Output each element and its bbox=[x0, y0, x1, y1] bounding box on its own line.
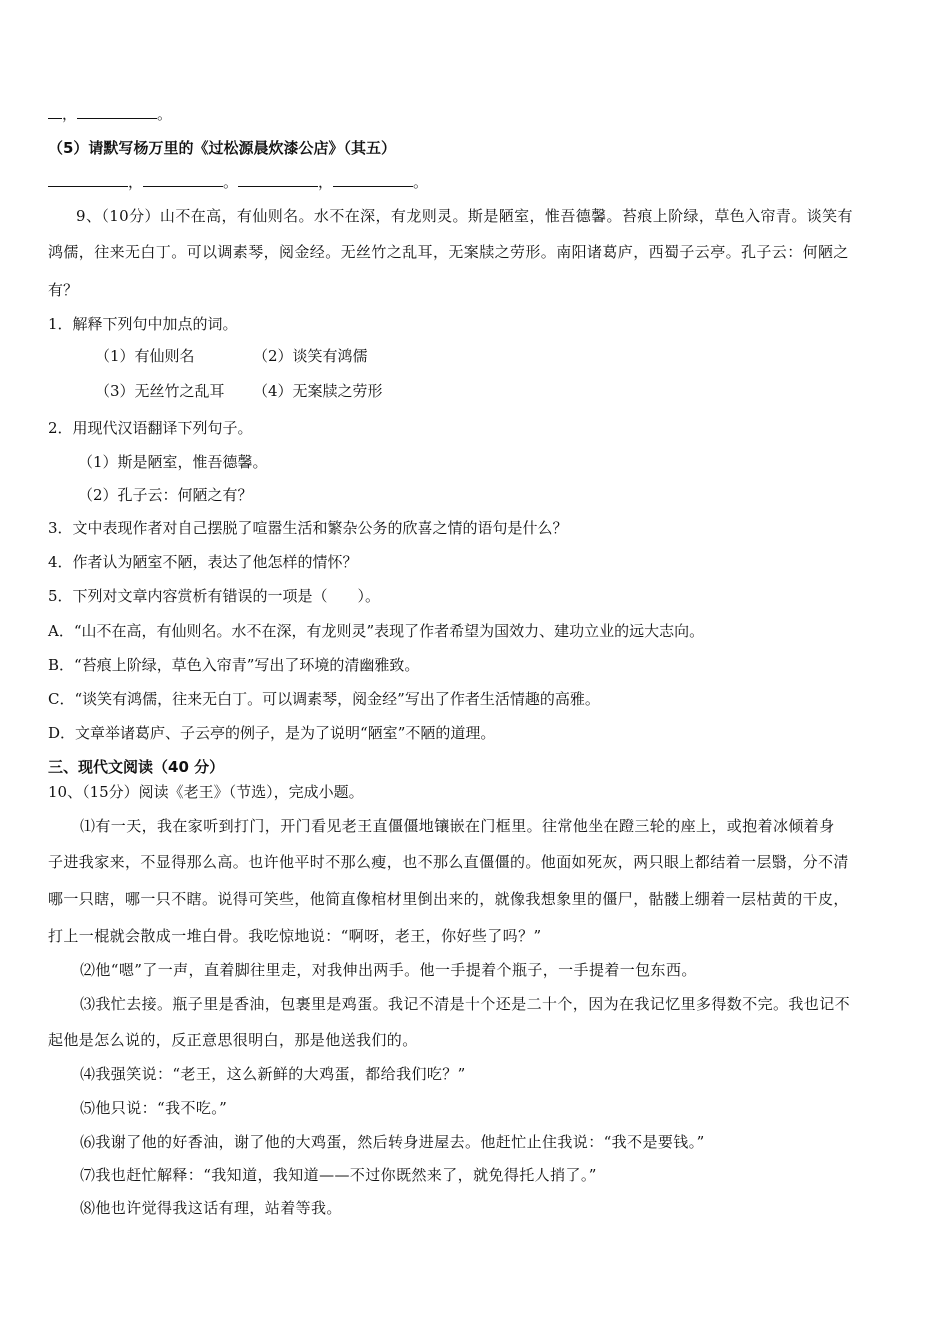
punctuation: 。 bbox=[413, 173, 429, 191]
answer-blank[interactable] bbox=[77, 104, 157, 119]
option-a: A．“山不在高，有仙则名。水不在深，有龙则灵”表现了作者希望为国效力、建功立业的远大志向。 bbox=[48, 622, 705, 640]
reading-paragraph-line: 打上一棍就会散成一堆白骨。我吃惊地说：“啊呀，老王，你好些了吗？” bbox=[48, 927, 542, 945]
reading-paragraph-line: ⑹我谢了他的好香油，谢了他的大鸡蛋，然后转身进屋去。他赶忙止住我说：“我不是要钱。” bbox=[80, 1133, 705, 1151]
answer-blank[interactable] bbox=[48, 172, 128, 187]
reading-paragraph-line: ⑺我也赶忙解释：“我知道，我知道——不过你既然来了，就免得托人捎了。” bbox=[80, 1166, 597, 1184]
punctuation: ， bbox=[128, 173, 144, 191]
q9-sub2-item: （1）斯是陋室，惟吾德馨。 bbox=[78, 453, 268, 471]
reading-paragraph-line: ⑻他也许觉得我这话有理，站着等我。 bbox=[80, 1199, 342, 1217]
punctuation: ， bbox=[318, 173, 334, 191]
q9-sub2-item: （2）孔子云：何陋之有？ bbox=[78, 486, 253, 504]
q9-sub1-item: （4）无案牍之劳形 bbox=[253, 382, 383, 400]
reading-paragraph-line: 起他是怎么说的，反正意思很明白，那是他送我们的。 bbox=[48, 1031, 418, 1049]
q9-passage-line: 鸿儒，往来无白丁。可以调素琴，阅金经。无丝竹之乱耳，无案牍之劳形。南阳诸葛庐，西蜀子云亭。孔子云：何陋之 bbox=[48, 243, 849, 261]
q10-title: 10、（15分）阅读《老王》（节选），完成小题。 bbox=[48, 783, 364, 801]
q9-passage-line: 9、（10分）山不在高，有仙则名。水不在深，有龙则灵。斯是陋室，惟吾德馨。苔痕上阶绿，草色入帘青。谈笑有 bbox=[76, 207, 853, 225]
punctuation: 。 bbox=[157, 105, 173, 123]
option-b: B．“苔痕上阶绿，草色入帘青”写出了环境的清幽雅致。 bbox=[48, 656, 420, 674]
q9-sub2: 2．用现代汉语翻译下列句子。 bbox=[48, 419, 253, 437]
option-d: D．文章举诸葛庐、子云亭的例子，是为了说明“陋室”不陋的道理。 bbox=[48, 724, 496, 742]
q9-sub1-item: （2）谈笑有鸿儒 bbox=[253, 347, 368, 365]
reading-paragraph-line: ⑷我强笑说：“老王，这么新鲜的大鸡蛋，都给我们吃？” bbox=[80, 1065, 466, 1083]
reading-paragraph-line: ⑵他“嗯”了一声，直着脚往里走，对我伸出两手。他一手提着个瓶子，一手提着一包东西。 bbox=[80, 961, 697, 979]
answer-blank[interactable] bbox=[143, 172, 223, 187]
reading-paragraph-line: ⑸他只说：“我不吃。” bbox=[80, 1099, 228, 1117]
q5-answer-line bbox=[48, 172, 428, 192]
answer-blank[interactable] bbox=[48, 104, 62, 119]
reading-paragraph-line: 子进我家来，不显得那么高。也许他平时不那么瘦，也不那么直僵僵的。他面如死灰，两只眼上都结着一层翳，分不清 bbox=[48, 853, 849, 871]
q9-sub1-item: （1）有仙则名 bbox=[95, 347, 195, 365]
option-c: C．“谈笑有鸿儒，往来无白丁。可以调素琴，阅金经”写出了作者生活情趣的高雅。 bbox=[48, 690, 600, 708]
q9-sub4: 4．作者认为陋室不陋，表达了他怎样的情怀？ bbox=[48, 553, 358, 571]
reading-paragraph-line: 哪一只瞎，哪一只不瞎。说得可笑些，他简直像棺材里倒出来的，就像我想象里的僵尸，骷髅上绷着一层枯黄的干皮， bbox=[48, 890, 849, 908]
q9-sub5: 5．下列对文章内容赏析有错误的一项是（ ）。 bbox=[48, 587, 381, 605]
q9-passage-line: 有？ bbox=[48, 281, 79, 299]
q5-title: （5）请默写杨万里的《过松源晨炊漆公店》（其五） bbox=[48, 139, 396, 157]
q9-sub1: 1．解释下列句中加点的词。 bbox=[48, 315, 238, 333]
punctuation: 。 bbox=[223, 173, 239, 191]
punctuation: ， bbox=[62, 105, 78, 123]
previous-question-tail bbox=[48, 104, 172, 124]
answer-blank[interactable] bbox=[238, 172, 318, 187]
q9-sub3: 3．文中表现作者对自己摆脱了喧嚣生活和繁杂公务的欣喜之情的语句是什么？ bbox=[48, 519, 568, 537]
reading-paragraph-line: ⑴有一天，我在家听到打门，开门看见老王直僵僵地镶嵌在门框里。往常他坐在蹬三轮的座上，或抱着冰倾着身 bbox=[80, 817, 835, 835]
q9-sub1-item: （3）无丝竹之乱耳 bbox=[95, 382, 225, 400]
answer-blank[interactable] bbox=[333, 172, 413, 187]
reading-paragraph-line: ⑶我忙去接。瓶子里是香油，包裹里是鸡蛋。我记不清是十个还是二十个，因为在我记忆里多得数不完。我也记不 bbox=[80, 995, 851, 1013]
section-heading: 三、现代文阅读（40 分） bbox=[48, 758, 225, 776]
